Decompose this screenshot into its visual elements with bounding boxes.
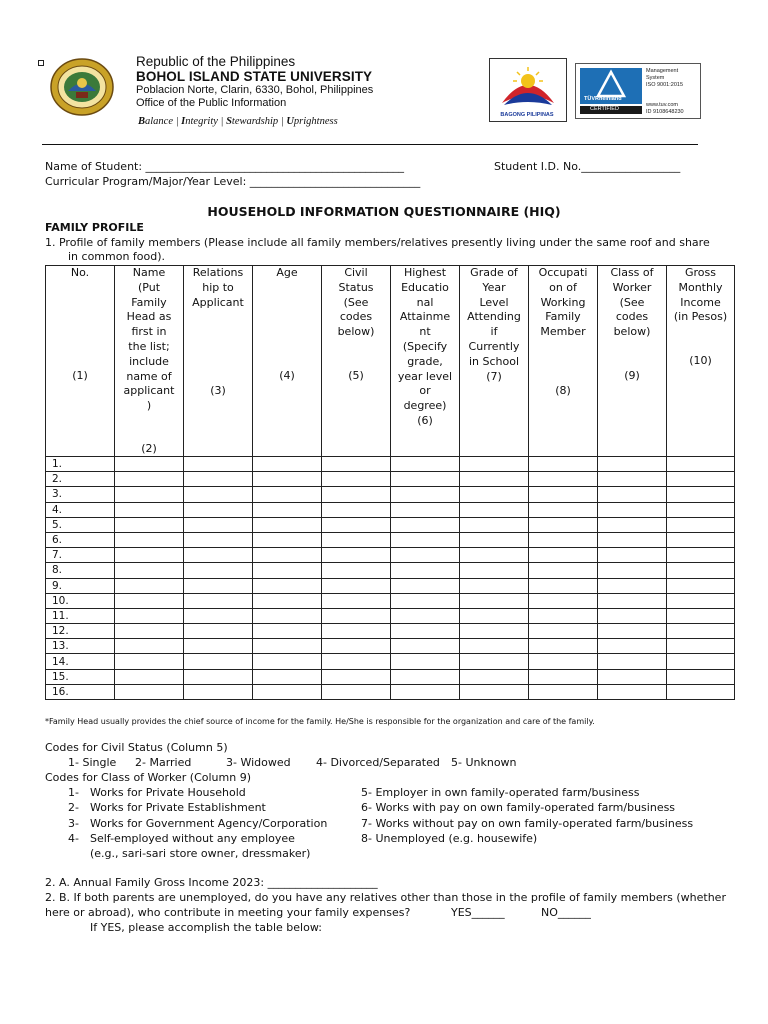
tuv-certified: CERTIFIED (590, 106, 619, 112)
row-number: 2. (46, 472, 115, 487)
table-cell[interactable] (322, 608, 391, 623)
table-cell[interactable] (598, 669, 667, 684)
table-header-row (46, 266, 735, 457)
table-cell[interactable] (184, 548, 253, 563)
table-cell[interactable] (529, 472, 598, 487)
table-cell[interactable] (391, 684, 460, 699)
col-header-occupation: Occupati on of Working Family Member (8) (529, 266, 598, 457)
table-row (46, 669, 735, 684)
if-yes-instruction: If YES, please accomplish the table below: (90, 921, 322, 934)
worker-code-5: 5- Employer in own family-operated farm/business (361, 786, 640, 799)
worker-code-8: 8- Unemployed (e.g. housewife) (361, 832, 538, 845)
table-cell[interactable] (253, 563, 322, 578)
table-cell[interactable] (184, 593, 253, 608)
table-cell[interactable] (667, 639, 735, 654)
worker-code-4-num: 4- (68, 832, 79, 845)
table-cell[interactable] (115, 532, 184, 547)
table-cell[interactable] (667, 457, 735, 472)
table-cell[interactable] (253, 669, 322, 684)
tuv-url: www.tuv.com (646, 102, 678, 108)
table-row (46, 457, 735, 472)
worker-code-6: 6- Works with pay on own family-operated farm/business (361, 801, 676, 814)
worker-code-4: Self-employed without any employee (90, 832, 295, 845)
table-cell[interactable] (253, 608, 322, 623)
table-cell[interactable] (184, 563, 253, 578)
tuv-certification-badge (575, 63, 701, 119)
col-header-age: Age (4) (253, 266, 322, 457)
table-cell[interactable] (184, 608, 253, 623)
row-number: 13. (46, 639, 115, 654)
table-cell[interactable] (184, 654, 253, 669)
table-cell[interactable] (115, 517, 184, 532)
table-cell[interactable] (322, 472, 391, 487)
table-cell[interactable] (115, 593, 184, 608)
col-header-class-of-worker: Class of Worker (See codes below) (9) (598, 266, 667, 457)
table-cell[interactable] (460, 563, 529, 578)
table-cell[interactable] (253, 532, 322, 547)
table-cell[interactable] (253, 517, 322, 532)
table-cell[interactable] (391, 472, 460, 487)
table-cell[interactable] (529, 608, 598, 623)
table-row (46, 487, 735, 502)
yes-option[interactable]: YES______ (451, 906, 505, 919)
table-cell[interactable] (253, 654, 322, 669)
table-cell[interactable] (322, 624, 391, 639)
table-cell[interactable] (667, 502, 735, 517)
table-cell[interactable] (598, 593, 667, 608)
table-cell[interactable] (322, 578, 391, 593)
table-cell[interactable] (184, 639, 253, 654)
table-cell[interactable] (391, 578, 460, 593)
motto: Balance | Integrity | Stewardship | Uprightness (138, 116, 338, 127)
table-cell[interactable] (391, 517, 460, 532)
table-cell[interactable] (460, 684, 529, 699)
table-cell[interactable] (391, 532, 460, 547)
col-header-civil-status: Civil Status (See codes below) (5) (322, 266, 391, 457)
table-cell[interactable] (391, 548, 460, 563)
table-cell[interactable] (322, 684, 391, 699)
table-cell[interactable] (598, 578, 667, 593)
header-divider (42, 144, 698, 145)
table-cell[interactable] (529, 684, 598, 699)
table-cell[interactable] (460, 457, 529, 472)
row-number: 9. (46, 578, 115, 593)
table-cell[interactable] (667, 578, 735, 593)
table-cell[interactable] (253, 472, 322, 487)
table-row (46, 548, 735, 563)
table-cell[interactable] (391, 608, 460, 623)
table-cell[interactable] (391, 639, 460, 654)
tuv-line2: System (646, 75, 665, 81)
table-cell[interactable] (667, 684, 735, 699)
row-number: 7. (46, 548, 115, 563)
table-cell[interactable] (529, 578, 598, 593)
col-header-relationship: Relations hip to Applicant (3) (184, 266, 253, 457)
table-cell[interactable] (529, 654, 598, 669)
curricular-program-field[interactable]: Curricular Program/Major/Year Level: _______________________________ (45, 175, 421, 188)
table-cell[interactable] (115, 608, 184, 623)
table-cell[interactable] (184, 457, 253, 472)
table-cell[interactable] (253, 624, 322, 639)
civil-code-3: 3- Widowed (226, 756, 291, 769)
annual-income-field[interactable]: 2. A. Annual Family Gross Income 2023: ____________________ (45, 876, 378, 889)
table-cell[interactable] (667, 563, 735, 578)
table-cell[interactable] (322, 669, 391, 684)
table-cell[interactable] (184, 684, 253, 699)
col-header-name: Name (Put Family Head as first in the list; include name of applicant ) (2) (115, 266, 184, 457)
civil-code-2: 2- Married (135, 756, 192, 769)
table-cell[interactable] (460, 578, 529, 593)
table-cell[interactable] (460, 624, 529, 639)
table-cell[interactable] (667, 593, 735, 608)
table-cell[interactable] (460, 517, 529, 532)
civil-code-1: 1- Single (68, 756, 117, 769)
table-cell[interactable] (460, 487, 529, 502)
table-row (46, 624, 735, 639)
table-cell[interactable] (391, 502, 460, 517)
table-cell[interactable] (253, 684, 322, 699)
table-row (46, 563, 735, 578)
table-cell[interactable] (667, 548, 735, 563)
table-cell[interactable] (598, 654, 667, 669)
table-cell[interactable] (598, 517, 667, 532)
table-cell[interactable] (667, 654, 735, 669)
civil-code-5: 5- Unknown (451, 756, 517, 769)
row-number: 8. (46, 563, 115, 578)
col-header-no: No. (1) (46, 266, 115, 457)
table-cell[interactable] (529, 517, 598, 532)
family-profile-table (45, 265, 735, 700)
table-cell[interactable] (529, 532, 598, 547)
table-cell[interactable] (460, 654, 529, 669)
row-number: 1. (46, 457, 115, 472)
item1-text: 1. Profile of family members (Please include all family members/relatives presently living under the same roof and share (45, 236, 710, 249)
table-cell[interactable] (460, 608, 529, 623)
table-cell[interactable] (529, 669, 598, 684)
family-head-footnote: *Family Head usually provides the chief source of income for the family. He/She is responsible for the organization and care of the family. (45, 717, 595, 726)
table-cell[interactable] (667, 487, 735, 502)
bagong-pilipinas-label: BAGONG PILIPINAS (500, 112, 554, 118)
col-header-gross-income: Gross Monthly Income (in Pesos) (10) (667, 266, 735, 457)
section-2b-question: 2. B. If both parents are unemployed, do you have any relatives other than those in the profile of family members (whether (45, 891, 726, 904)
table-cell[interactable] (115, 684, 184, 699)
table-row (46, 517, 735, 532)
worker-code-7: 7- Works without pay on own family-operated farm/business (361, 817, 694, 830)
table-cell[interactable] (529, 502, 598, 517)
table-cell[interactable] (115, 654, 184, 669)
table-cell[interactable] (598, 457, 667, 472)
table-row (46, 502, 735, 517)
table-cell[interactable] (253, 639, 322, 654)
table-cell[interactable] (391, 457, 460, 472)
university-address: Poblacion Norte, Clarin, 6330, Bohol, Philippines (136, 84, 374, 96)
worker-code-1-num: 1- (68, 786, 79, 799)
table-cell[interactable] (253, 502, 322, 517)
table-row (46, 532, 735, 547)
table-cell[interactable] (460, 593, 529, 608)
table-cell[interactable] (529, 487, 598, 502)
table-cell[interactable] (322, 593, 391, 608)
table-cell[interactable] (115, 548, 184, 563)
table-cell[interactable] (322, 654, 391, 669)
table-cell[interactable] (253, 487, 322, 502)
table-cell[interactable] (460, 532, 529, 547)
table-cell[interactable] (529, 593, 598, 608)
tuv-line1: Management (646, 68, 679, 74)
row-number: 11. (46, 608, 115, 623)
table-row (46, 593, 735, 608)
table-cell[interactable] (115, 487, 184, 502)
student-id-field[interactable]: Student I.D. No.__________________ (494, 160, 681, 173)
table-cell[interactable] (598, 532, 667, 547)
table-row (46, 578, 735, 593)
table-cell[interactable] (598, 639, 667, 654)
table-cell[interactable] (460, 502, 529, 517)
row-number: 16. (46, 684, 115, 699)
table-row (46, 684, 735, 699)
table-cell[interactable] (529, 624, 598, 639)
table-cell[interactable] (184, 669, 253, 684)
table-cell[interactable] (115, 457, 184, 472)
worker-code-2-num: 2- (68, 801, 79, 814)
table-cell[interactable] (529, 639, 598, 654)
bullet-marker (38, 60, 44, 66)
civil-code-4: 4- Divorced/Separated (316, 756, 440, 769)
worker-code-3: Works for Government Agency/Corporation (90, 817, 328, 830)
table-cell[interactable] (391, 563, 460, 578)
row-number: 15. (46, 669, 115, 684)
worker-code-2: Works for Private Establishment (90, 801, 266, 814)
table-cell[interactable] (391, 593, 460, 608)
family-profile-heading: FAMILY PROFILE (45, 221, 144, 234)
table-cell[interactable] (322, 457, 391, 472)
table-cell[interactable] (322, 517, 391, 532)
table-cell[interactable] (322, 548, 391, 563)
col-header-education: Highest Educatio nal Attainme nt (Specify grade, year level or degree) (6) (391, 266, 460, 457)
tuv-id: ID 9108648230 (646, 109, 684, 115)
office-name: Office of the Public Information (136, 97, 287, 109)
page-title: HOUSEHOLD INFORMATION QUESTIONNAIRE (HIQ) (207, 204, 561, 219)
table-row (46, 654, 735, 669)
table-cell[interactable] (322, 502, 391, 517)
table-cell[interactable] (115, 639, 184, 654)
row-number: 3. (46, 487, 115, 502)
worker-codes-heading: Codes for Class of Worker (Column 9) (45, 771, 251, 784)
table-cell[interactable] (253, 548, 322, 563)
table-cell[interactable] (322, 639, 391, 654)
table-cell[interactable] (253, 457, 322, 472)
table-cell[interactable] (184, 502, 253, 517)
table-cell[interactable] (598, 487, 667, 502)
table-cell[interactable] (184, 532, 253, 547)
table-cell[interactable] (529, 563, 598, 578)
table-cell[interactable] (115, 502, 184, 517)
table-cell[interactable] (598, 548, 667, 563)
table-cell[interactable] (322, 563, 391, 578)
civil-status-codes-heading: Codes for Civil Status (Column 5) (45, 741, 228, 754)
table-cell[interactable] (115, 669, 184, 684)
table-cell[interactable] (667, 517, 735, 532)
table-cell[interactable] (460, 669, 529, 684)
university-seal-logo (50, 58, 114, 116)
worker-code-4-example: (e.g., sari-sari store owner, dressmaker) (90, 847, 311, 860)
table-cell[interactable] (115, 578, 184, 593)
republic-line: Republic of the Philippines (136, 54, 296, 69)
col-header-grade-attending: Grade of Year Level Attending if Currently in School (7) (460, 266, 529, 457)
table-cell[interactable] (115, 472, 184, 487)
university-name: BOHOL ISLAND STATE UNIVERSITY (136, 69, 373, 84)
row-number: 6. (46, 532, 115, 547)
table-cell[interactable] (598, 502, 667, 517)
table-cell[interactable] (529, 548, 598, 563)
table-cell[interactable] (667, 608, 735, 623)
table-cell[interactable] (391, 624, 460, 639)
row-number: 5. (46, 517, 115, 532)
table-cell[interactable] (598, 563, 667, 578)
table-cell[interactable] (667, 472, 735, 487)
table-cell[interactable] (460, 639, 529, 654)
table-cell[interactable] (184, 578, 253, 593)
table-cell[interactable] (598, 608, 667, 623)
table-cell[interactable] (667, 624, 735, 639)
table-cell[interactable] (598, 684, 667, 699)
tuv-brand: TÜVRheinland (584, 96, 622, 102)
table-row (46, 639, 735, 654)
worker-code-3-num: 3- (68, 817, 79, 830)
item1-text-cont: in common food). (68, 250, 166, 263)
table-cell[interactable] (667, 532, 735, 547)
table-row (46, 472, 735, 487)
table-cell[interactable] (391, 654, 460, 669)
table-cell[interactable] (598, 472, 667, 487)
tuv-iso: ISO 9001:2015 (646, 82, 684, 88)
row-number: 12. (46, 624, 115, 639)
table-cell[interactable] (115, 624, 184, 639)
table-row (46, 608, 735, 623)
row-number: 4. (46, 502, 115, 517)
table-cell[interactable] (529, 457, 598, 472)
table-cell[interactable] (391, 487, 460, 502)
row-number: 14. (46, 654, 115, 669)
table-cell[interactable] (184, 487, 253, 502)
student-name-field[interactable]: Name of Student: _______________________________________________ (45, 160, 405, 173)
table-cell[interactable] (115, 563, 184, 578)
no-option[interactable]: NO______ (541, 906, 591, 919)
table-cell[interactable] (460, 548, 529, 563)
row-number: 10. (46, 593, 115, 608)
table-cell[interactable] (391, 669, 460, 684)
table-cell[interactable] (253, 578, 322, 593)
table-cell[interactable] (460, 472, 529, 487)
section-2b-question-cont: here or abroad), who contribute in meeting your family expenses? (45, 906, 411, 919)
table-cell[interactable] (184, 624, 253, 639)
table-cell[interactable] (598, 624, 667, 639)
table-cell[interactable] (667, 669, 735, 684)
table-cell[interactable] (184, 472, 253, 487)
table-cell[interactable] (184, 517, 253, 532)
table-cell[interactable] (322, 532, 391, 547)
table-cell[interactable] (322, 487, 391, 502)
worker-code-1: Works for Private Household (90, 786, 246, 799)
table-cell[interactable] (253, 593, 322, 608)
